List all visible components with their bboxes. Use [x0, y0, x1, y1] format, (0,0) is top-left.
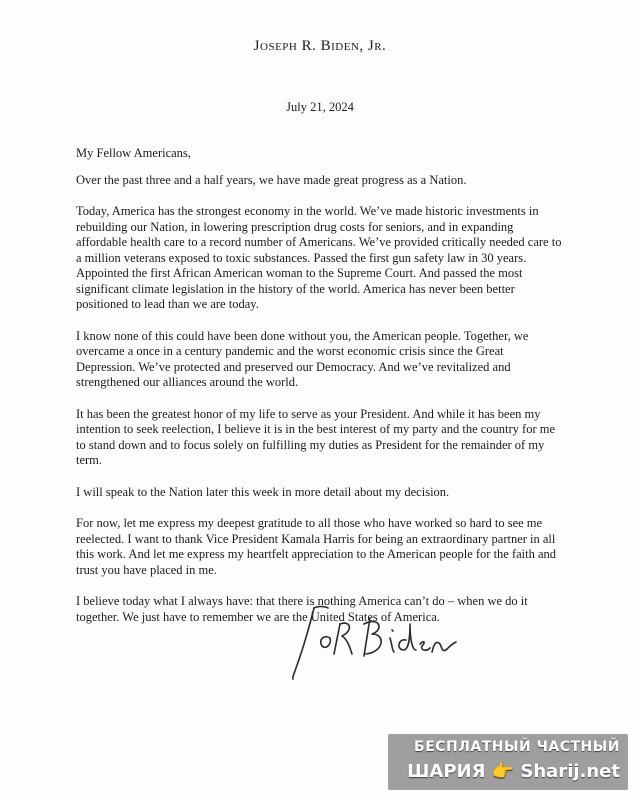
signature-graphic	[284, 594, 464, 684]
handwritten-signature	[284, 594, 464, 684]
paragraph-6: For now, let me express my deepest gratitude to all those who have worked so hard to see me reelected. I want to thank Vice President Kamala Harris for being an extraordinary partner in all this work. And let me express my heartfelt appreciation to the American people for the faith and trust you have placed in me.	[76, 516, 557, 577]
letter-body	[76, 146, 566, 641]
watermark-line-2: ШАРИЯ 👉 Sharij.net	[407, 761, 620, 782]
paragraph-5: I will speak to the Nation later this week in more detail about my decision.	[76, 484, 450, 499]
paragraph-1: Over the past three and a half years, we have made great progress as a Nation.	[76, 172, 467, 187]
watermark-line-1: БЕСПЛАТНЫЙ ЧАСТНЫЙ	[414, 739, 620, 755]
letter-date: July 21, 2024	[286, 100, 354, 114]
salutation: My Fellow Americans,	[76, 146, 191, 160]
paragraph-3: I know none of this could have been done without you, the American people. Together, we overcame a once in a century pandemic and the worst economic crisis since the Great Depression. We’ve protected and preserved our Democracy. And we’ve revitalized and strengthened our alliances around the world.	[76, 328, 529, 389]
paragraph-4: It has been the greatest honor of my life to serve as your President. And while it has been my intention to seek reelection, I believe it is in the best interest of my party and the country for me to stand down and to focus solely on fulfilling my duties as President for the remainder of my term.	[76, 406, 556, 467]
paragraph-7: I believe today what I always have: that there is nothing America can’t do – when we do it together. We just have to remember we are the United States of America.	[76, 594, 528, 624]
watermark-banner	[388, 734, 628, 790]
paragraph-2: Today, America has the strongest economy in the world. We’ve made historic investments in rebuilding our Nation, in lowering prescription drug costs for seniors, and in expanding affordable health care to a record number of Americans. We’ve provided critically needed care to a million veterans exposed to toxic substances. Passed the first gun safety law in 30 years. Appointed the first African American woman to the Supreme Court. And passed the most significant climate legislation in the history of the world. America has never been better positioned to lead than we are today.	[76, 204, 562, 311]
letterhead: Joseph R. Biden, Jr.	[253, 38, 387, 54]
